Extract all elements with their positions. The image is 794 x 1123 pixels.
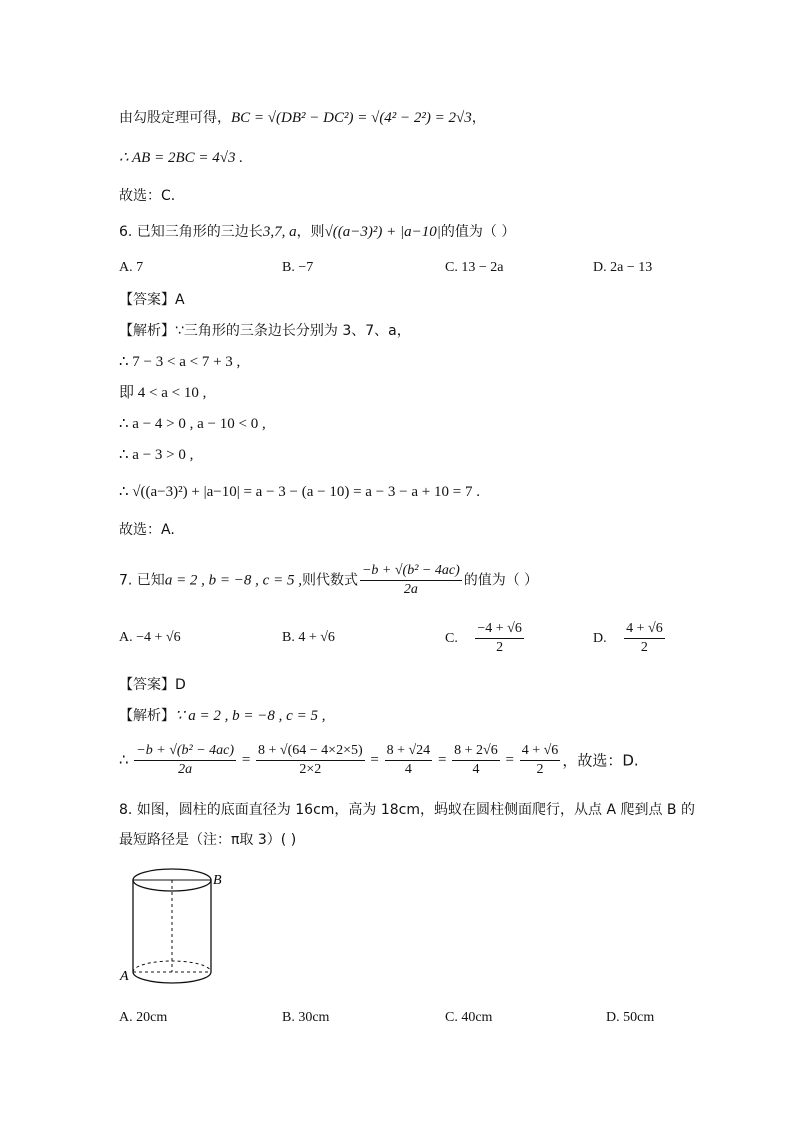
math: ∵ a = 2 , b = −8 , c = 5 , — [175, 708, 326, 724]
point-b-label: B — [213, 873, 222, 888]
q6-option-d: D. 2a − 13 — [593, 260, 653, 275]
q6-step-3: ∴ a − 4 > 0 , a − 10 < 0 , — [119, 416, 266, 432]
denominator: 2a — [403, 582, 418, 597]
option-d-fraction — [624, 620, 665, 657]
text: ，故选：D. — [562, 751, 639, 770]
q7-calculation: ∴ $\frac{\text{−b + √(b² − 4ac)}}{2a}$ = $\frac{8 + √(64 - 4\times 2\times 5)}{2\times 2}$ = $\frac{8 + √24}{4}$ = $\frac{8 + 2√6}{4}$ = $\frac{4 + √6}{2}$ ，故选：D. — [119, 743, 639, 777]
denominator: 2 — [536, 762, 544, 777]
text: 7. 已知 — [119, 572, 165, 589]
cylinder-figure — [114, 860, 234, 1000]
q7-analysis — [119, 706, 325, 726]
denominator: 2a — [178, 762, 193, 777]
numerator: 8 + 2√6 — [452, 742, 500, 761]
math: a = 2 , b = −8 , c = 5 , — [164, 572, 302, 589]
q7-answer: 【答案】D — [119, 677, 186, 693]
calc-frac-4 — [452, 742, 500, 779]
math: BC = √(DB² − DC²) = √(4² − 2²) = 2√3 — [231, 110, 472, 126]
q6-analysis — [119, 321, 411, 341]
math: √((a−3)²) + |a−10| — [324, 224, 441, 240]
text: ，则 — [296, 224, 325, 240]
text: 则代数式 — [301, 572, 358, 589]
therefore: ∴ — [119, 752, 129, 769]
q7-option-a: A. −4 + √6 — [119, 630, 181, 645]
q8-option-d: D. 50cm — [606, 1010, 655, 1025]
math: 3,7, a — [262, 224, 297, 240]
q6-step-2: 即 4 < a < 10 , — [119, 385, 207, 401]
text: 的值为（ ） — [440, 224, 516, 240]
numerator: −b + √(b² − 4ac) — [360, 562, 462, 581]
denominator: 2 — [496, 640, 504, 655]
q6-step-1: ∴ 7 − 3 < a < 7 + 3 , — [119, 354, 241, 370]
q8-option-a: A. 20cm — [119, 1010, 168, 1025]
q6-step-4: ∴ a − 3 > 0 , — [119, 447, 194, 463]
ab-line: ∴ AB = 2BC = 4√3 . — [119, 150, 243, 166]
choose-c-line: 故选：C. — [119, 188, 176, 204]
numerator: −4 + √6 — [475, 620, 523, 639]
q7-option-c — [445, 620, 526, 657]
q8-option-b: B. 30cm — [282, 1010, 330, 1025]
text: ， — [471, 110, 486, 126]
q6-answer: 【答案】A — [119, 292, 185, 308]
q6-stem — [119, 222, 515, 242]
calc-frac-1 — [134, 742, 236, 779]
cylinder-bottom-front — [133, 972, 211, 983]
pythagoras-line — [119, 108, 486, 128]
text: 的值为（ ） — [463, 572, 539, 589]
q7-option-b: B. 4 + √6 — [282, 630, 335, 645]
q6-option-c: C. 13 − 2a — [445, 260, 504, 275]
text: 6. 已知三角形的三边长 — [119, 224, 263, 240]
numerator: −b + √(b² − 4ac) — [134, 742, 236, 761]
q8-option-c: C. 40cm — [445, 1010, 493, 1025]
text: 由勾股定理可得， — [119, 110, 231, 126]
option-c-fraction — [475, 620, 523, 657]
numerator: 4 + √6 — [520, 742, 561, 761]
q6-end: 故选：A. — [119, 522, 175, 538]
q8-stem-line-1: 8. 如图，圆柱的底面直径为 16cm，高为 18cm，蚂蚁在圆柱侧面爬行，从点 A 爬到点 B 的 — [119, 802, 695, 818]
q6-option-a: A. 7 — [119, 260, 144, 275]
numerator: 8 + √24 — [385, 742, 433, 761]
denominator: 2 — [640, 640, 648, 655]
point-a-label: A — [120, 969, 129, 984]
calc-frac-3 — [385, 742, 433, 779]
q8-stem-line-2: 最短路径是（注：π取 3）( ) — [119, 832, 297, 848]
q7-option-d — [593, 620, 667, 657]
label: D. — [593, 630, 607, 646]
text: ∵三角形的三条边长分别为 3、7、a， — [175, 323, 411, 339]
label: C. — [445, 630, 458, 646]
numerator: 8 + √(64 − 4×2×5) — [256, 742, 365, 761]
calc-frac-2 — [256, 742, 365, 779]
denominator: 4 — [404, 762, 412, 777]
denominator: 2×2 — [299, 762, 322, 777]
q7-stem — [119, 562, 538, 599]
q6-option-b: B. −7 — [282, 260, 314, 275]
text: 【解析】 — [119, 708, 175, 724]
denominator: 4 — [472, 762, 480, 777]
q6-step-5: ∴ √((a−3)²) + |a−10| = a − 3 − (a − 10) = a − 3 − a + 10 = 7 . — [119, 484, 480, 500]
numerator: 4 + √6 — [624, 620, 665, 639]
q7-fraction — [360, 562, 462, 599]
text: 【解析】 — [119, 323, 175, 339]
calc-frac-5 — [520, 742, 561, 779]
